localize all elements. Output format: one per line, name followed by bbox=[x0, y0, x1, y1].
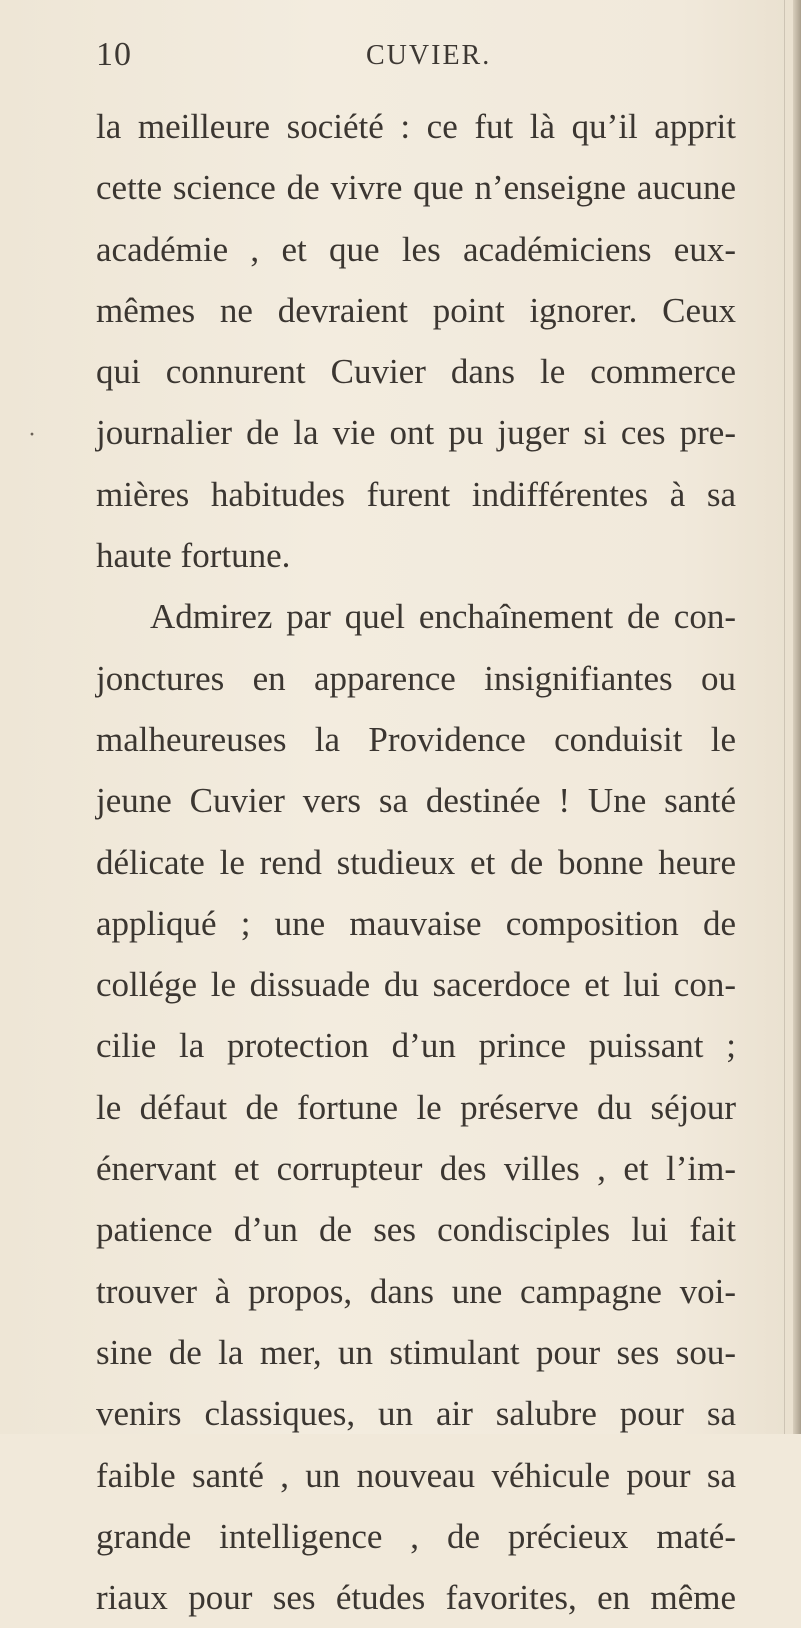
text-line: cette science de vivre que n’enseigne aucune bbox=[96, 168, 736, 208]
text-line: Admirez par quel enchaînement de con- bbox=[150, 597, 736, 637]
text-line: riaux pour ses études favorites, en même bbox=[96, 1578, 736, 1618]
text-line: mières habitudes furent indifférentes à sa bbox=[96, 474, 736, 514]
page-edge bbox=[793, 0, 801, 1434]
text-line: haute fortune. bbox=[96, 536, 291, 576]
text-line: trouver à propos, dans une campagne voi- bbox=[96, 1271, 736, 1311]
page-number: 10 bbox=[96, 36, 132, 73]
body-text bbox=[96, 96, 736, 1628]
text-line: patience d’un de ses condisciples lui fait bbox=[96, 1210, 736, 1250]
text-line: jeune Cuvier vers sa destinée ! Une santé bbox=[96, 781, 736, 821]
text-line: jonctures en apparence insignifiantes ou bbox=[96, 658, 736, 698]
text-line: mêmes ne devraient point ignorer. Ceux bbox=[96, 290, 736, 330]
text-line: sine de la mer, un stimulant pour ses sou- bbox=[96, 1332, 736, 1372]
text-line: venirs classiques, un air salubre pour sa bbox=[96, 1394, 736, 1434]
text-line: grande intelligence , de précieux maté- bbox=[96, 1516, 736, 1556]
text-line: le défaut de fortune le préserve du séjour bbox=[96, 1087, 736, 1127]
text-line: cilie la protection d’un prince puissant ; bbox=[96, 1026, 736, 1066]
text-line: énervant et corrupteur des villes , et l’im- bbox=[96, 1149, 736, 1189]
text-line: faible santé , un nouveau véhicule pour sa bbox=[96, 1455, 736, 1495]
text-line: académie , et que les académiciens eux- bbox=[96, 229, 736, 269]
margin-mark: · bbox=[28, 422, 36, 448]
text-line: qui connurent Cuvier dans le commerce bbox=[96, 352, 736, 392]
text-line: délicate le rend studieux et de bonne heure bbox=[96, 842, 736, 882]
text-line: collége le dissuade du sacerdoce et lui con- bbox=[96, 965, 736, 1005]
page-header bbox=[96, 36, 736, 80]
text-line: appliqué ; une mauvaise composition de bbox=[96, 903, 736, 943]
page-gutter-line bbox=[784, 0, 785, 1434]
text-line: malheureuses la Providence conduisit le bbox=[96, 719, 736, 759]
text-line: la meilleure société : ce fut là qu’il apprit bbox=[96, 107, 736, 146]
text-line: journalier de la vie ont pu juger si ces pre- bbox=[96, 413, 736, 453]
running-title: CUVIER. bbox=[366, 40, 492, 71]
